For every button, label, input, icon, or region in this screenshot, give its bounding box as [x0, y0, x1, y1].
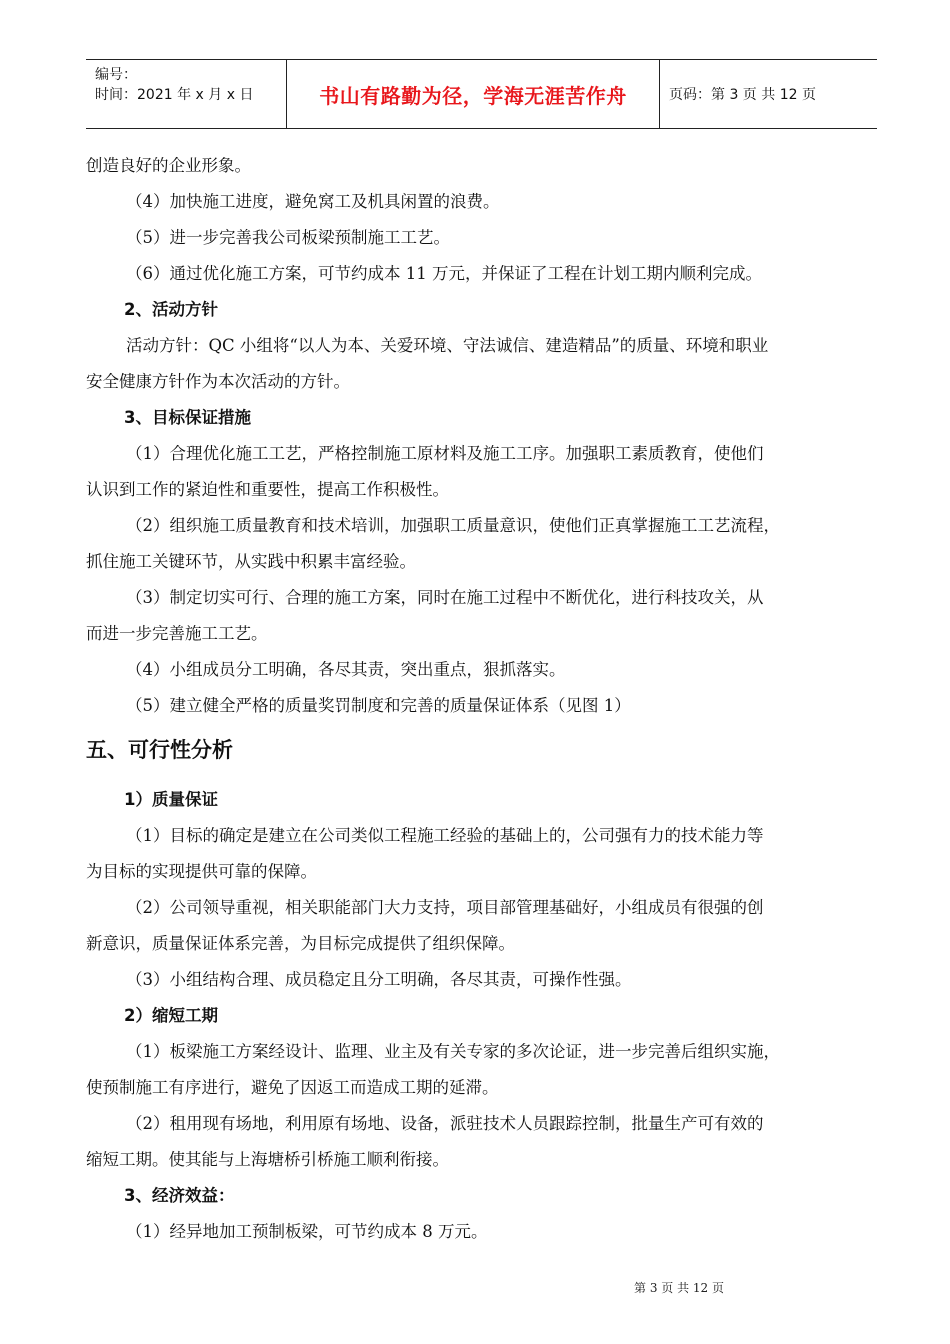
section-heading-schedule: 2）缩短工期	[124, 1006, 218, 1025]
document-number-label: 编号：	[95, 67, 137, 83]
header-motto: 书山有路勤为径，学海无涯苦作舟	[319, 83, 627, 108]
header-meta	[86, 60, 286, 128]
list-item: （2）租用现有场地，利用原有场地、设备，派驻技术人员跟踪控制，批量生产可有效的	[126, 1114, 764, 1133]
section-heading-policy: 2、活动方针	[124, 300, 218, 319]
list-item: （2）公司领导重视，相关职能部门大力支持，项目部管理基础好，小组成员有很强的创	[126, 898, 764, 917]
list-item: （3）制定切实可行、合理的施工方案，同时在施工过程中不断优化，进行科技攻关，从	[126, 588, 764, 607]
list-item: （4）小组成员分工明确，各尽其责，突出重点，狠抓落实。	[126, 660, 566, 679]
header-page-cell	[660, 60, 877, 128]
page-footer: 第 3 页 共 12 页	[634, 1281, 724, 1295]
list-item: （3）小组结构合理、成员稳定且分工明确，各尽其责，可操作性强。	[126, 970, 632, 989]
list-item-continued: 缩短工期。使其能与上海塘桥引桥施工顺利衔接。	[86, 1150, 449, 1169]
list-item: （1）板梁施工方案经设计、监理、业主及有关专家的多次论证，进一步完善后组织实施，	[126, 1042, 780, 1061]
paragraph: 安全健康方针作为本次活动的方针。	[86, 372, 350, 391]
chapter-heading: 五、可行性分析	[86, 738, 233, 762]
header-motto-cell	[286, 60, 660, 128]
list-item: （2）组织施工质量教育和技术培训，加强职工质量意识，使他们正真掌握施工工艺流程，	[126, 516, 780, 535]
list-item: （6）通过优化施工方案，可节约成本 11 万元，并保证了工程在计划工期内顺利完成。	[126, 264, 762, 283]
list-item-continued: 使预制施工有序进行，避免了因返工而造成工期的延滞。	[86, 1078, 499, 1097]
list-item-continued: 新意识，质量保证体系完善，为目标完成提供了组织保障。	[86, 934, 515, 953]
list-item-continued: 认识到工作的紧迫性和重要性，提高工作积极性。	[86, 480, 449, 499]
header-page-code: 页码：第 3 页 共 12 页	[669, 87, 816, 103]
list-item-continued: 抓住施工关键环节，从实践中积累丰富经验。	[86, 552, 416, 571]
list-item-continued: 而进一步完善施工工艺。	[86, 624, 268, 643]
list-item-continued: 为目标的实现提供可靠的保障。	[86, 862, 317, 881]
document-body	[86, 148, 876, 1250]
list-item: （5）建立健全严格的质量奖罚制度和完善的质量保证体系（见图 1）	[126, 696, 631, 715]
section-heading-economy: 3、经济效益：	[124, 1186, 235, 1205]
list-item: （1）经异地加工预制板梁，可节约成本 8 万元。	[126, 1222, 488, 1241]
list-item: （4）加快施工进度，避免窝工及机具闲置的浪费。	[126, 192, 500, 211]
page-header	[86, 59, 877, 129]
document-date: 时间：2021 年 x 月 x 日	[95, 87, 254, 103]
section-heading-quality: 1）质量保证	[124, 790, 218, 809]
list-item: （5）进一步完善我公司板梁预制施工工艺。	[126, 228, 450, 247]
list-item: （1）目标的确定是建立在公司类似工程施工经验的基础上的，公司强有力的技术能力等	[126, 826, 764, 845]
list-item: （1）合理优化施工工艺，严格控制施工原材料及施工工序。加强职工素质教育，使他们	[126, 444, 764, 463]
paragraph: 创造良好的企业形象。	[86, 156, 251, 175]
paragraph: 活动方针：QC 小组将“以人为本、关爱环境、守法诚信、建造精品”的质量、环境和职业	[126, 336, 769, 355]
section-heading-measures: 3、目标保证措施	[124, 408, 251, 427]
